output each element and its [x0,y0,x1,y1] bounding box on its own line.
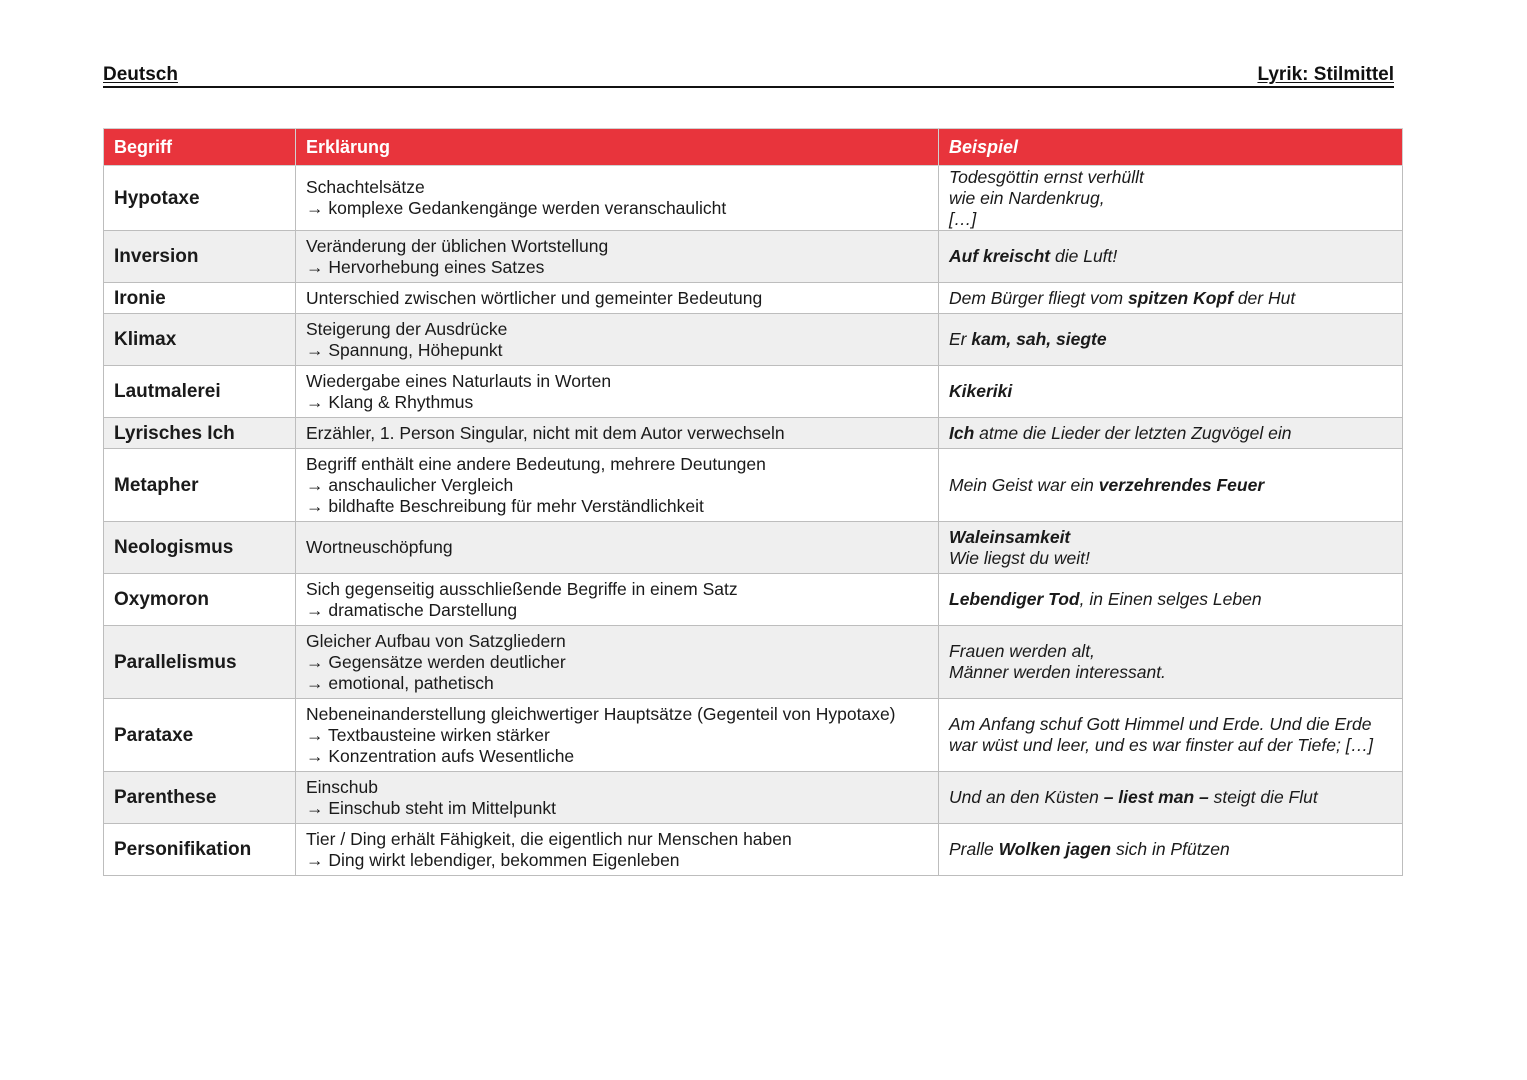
explanation-line: Nebeneinanderstellung gleichwertiger Hauptsätze (Gegenteil von Hypotaxe) [306,703,896,724]
example-text: Er [949,329,972,349]
example-text: , in Einen selges Leben [1079,589,1262,609]
table-row [104,626,1403,699]
term-cell: Klimax [104,314,296,366]
example-line [949,735,1392,756]
explanation-line: Schachtelsätze [306,177,425,197]
example-highlight: Wolken jagen [998,839,1112,859]
example-text: war wüst und leer, und es war finster auf der Tiefe; […] [949,735,1373,755]
term-cell: Inversion [104,231,296,283]
explanation-line: → emotional, pathetisch [306,672,494,693]
column-header-begriff: Begriff [104,129,296,166]
explanation-cell [296,166,939,231]
table-row [104,314,1403,366]
stilmittel-table [103,128,1403,876]
example-cell [939,772,1403,824]
column-header-erklaerung: Erklärung [296,129,939,166]
explanation-line: → Textbausteine wirken stärker [306,724,550,745]
example-highlight: Ich [949,422,975,443]
table-row [104,522,1403,574]
example-line [949,475,1392,496]
example-highlight: kam, sah, siegte [971,329,1107,349]
example-line [949,548,1392,569]
term-cell: Personifikation [104,824,296,876]
example-line [949,188,1392,209]
term-cell: Lautmalerei [104,366,296,418]
explanation-line: Wiedergabe eines Naturlauts in Worten [306,370,612,391]
example-highlight: verzehrendes Feuer [1098,474,1265,495]
example-highlight: Waleinsamkeit [949,526,1071,547]
explanation-cell [296,699,939,772]
example-line [949,787,1392,808]
explanation-line: Gleicher Aufbau von Satzgliedern [306,630,566,651]
term-cell: Lyrisches Ich [104,418,296,449]
table-body [104,166,1403,876]
explanation-line: → Spannung, Höhepunkt [306,339,503,360]
example-text: die Luft! [1050,246,1118,266]
example-highlight: Auf kreischt [949,246,1051,266]
explanation-cell [296,418,939,449]
explanation-line: → dramatische Darstellung [306,599,518,620]
table-row [104,772,1403,824]
example-cell [939,824,1403,876]
explanation-line: → Gegensätze werden deutlicher [306,651,566,672]
example-cell [939,522,1403,574]
example-text: der Hut [1232,287,1296,308]
example-line [949,167,1392,188]
explanation-line: Steigerung der Ausdrücke [306,318,508,339]
example-text: wie ein Nardenkrug, [949,187,1105,208]
example-line [949,381,1392,402]
term-cell: Neologismus [104,522,296,574]
example-line [949,641,1392,662]
explanation-line: → bildhafte Beschreibung für mehr Verständlichkeit [306,495,704,516]
example-cell [939,449,1403,522]
example-text: Wie liegst du weit! [949,547,1090,568]
table-row [104,699,1403,772]
subject-title: Deutsch [103,64,178,85]
example-text: Frauen werden alt, [949,641,1095,661]
example-highlight: spitzen Kopf [1127,287,1233,308]
example-cell [939,283,1403,314]
explanation-cell [296,449,939,522]
example-cell [939,418,1403,449]
explanation-cell [296,314,939,366]
example-text: Pralle [949,839,999,859]
example-cell [939,231,1403,283]
explanation-line: → Hervorhebung eines Satzes [306,256,545,277]
example-text: Todesgöttin ernst verhüllt [949,166,1144,187]
explanation-line: → Klang & Rhythmus [306,391,474,412]
example-line [949,423,1392,444]
explanation-line: Veränderung der üblichen Wortstellung [306,235,609,256]
example-highlight: Kikeriki [949,381,1013,401]
example-text: […] [949,208,977,229]
example-text: Am Anfang schuf Gott Himmel und Erde. Und die Erde [949,714,1372,734]
explanation-cell [296,574,939,626]
table-row [104,418,1403,449]
table-row [104,574,1403,626]
table-row [104,283,1403,314]
explanation-cell [296,772,939,824]
example-cell [939,314,1403,366]
term-cell: Parenthese [104,772,296,824]
explanation-line: → Einschub steht im Mittelpunkt [306,797,556,818]
example-line [949,246,1392,267]
term-cell: Parallelismus [104,626,296,699]
explanation-line: Begriff enthält eine andere Bedeutung, mehrere Deutungen [306,453,766,474]
example-line [949,714,1392,735]
example-line [949,527,1392,548]
table-row [104,366,1403,418]
example-text: Und an den Küsten [949,787,1104,807]
column-header-beispiel: Beispiel [939,129,1403,166]
explanation-line: Tier / Ding erhält Fähigkeit, die eigentlich nur Menschen haben [306,828,792,849]
explanation-line: → komplexe Gedankengänge werden veranschaulicht [306,198,727,218]
explanation-cell [296,522,939,574]
example-highlight: Lebendiger Tod [949,589,1080,609]
explanation-line: Wortneuschöpfung [306,537,453,557]
table-row [104,449,1403,522]
table-row [104,231,1403,283]
example-text: Dem Bürger fliegt vom [949,287,1128,308]
explanation-cell [296,366,939,418]
explanation-line: Erzähler, 1. Person Singular, nicht mit dem Autor verwechseln [306,422,785,443]
term-cell: Oxymoron [104,574,296,626]
explanation-line: → Ding wirkt lebendiger, bekommen Eigenleben [306,849,680,870]
example-text: steigt die Flut [1208,787,1318,807]
explanation-line: → Konzentration aufs Wesentliche [306,745,575,766]
example-text: atme die Lieder der letzten Zugvögel ein [974,422,1292,443]
explanation-cell [296,231,939,283]
example-line [949,839,1392,860]
term-cell: Hypotaxe [104,166,296,231]
example-highlight: – liest man – [1103,787,1209,807]
explanation-line: Einschub [306,776,378,797]
explanation-line: → anschaulicher Vergleich [306,474,514,495]
term-cell: Parataxe [104,699,296,772]
term-cell: Metapher [104,449,296,522]
table-header-row [104,129,1403,166]
example-cell [939,699,1403,772]
example-cell [939,366,1403,418]
example-line [949,288,1392,309]
page-header [103,62,1394,88]
explanation-cell [296,626,939,699]
table-row [104,166,1403,231]
example-text: sich in Pfützen [1111,839,1230,859]
example-line [949,329,1392,350]
example-text: Männer werden interessant. [949,662,1166,682]
example-line [949,589,1392,610]
example-cell [939,166,1403,231]
topic-title: Lyrik: Stilmittel [1257,64,1394,85]
explanation-line: Sich gegenseitig ausschließende Begriffe in einem Satz [306,578,738,599]
example-cell [939,574,1403,626]
example-cell [939,626,1403,699]
term-cell: Ironie [104,283,296,314]
example-line [949,662,1392,683]
example-text: Mein Geist war ein [949,474,1099,495]
example-line [949,209,1392,230]
explanation-line: Unterschied zwischen wörtlicher und gemeinter Bedeutung [306,287,763,308]
table-row [104,824,1403,876]
explanation-cell [296,824,939,876]
explanation-cell [296,283,939,314]
